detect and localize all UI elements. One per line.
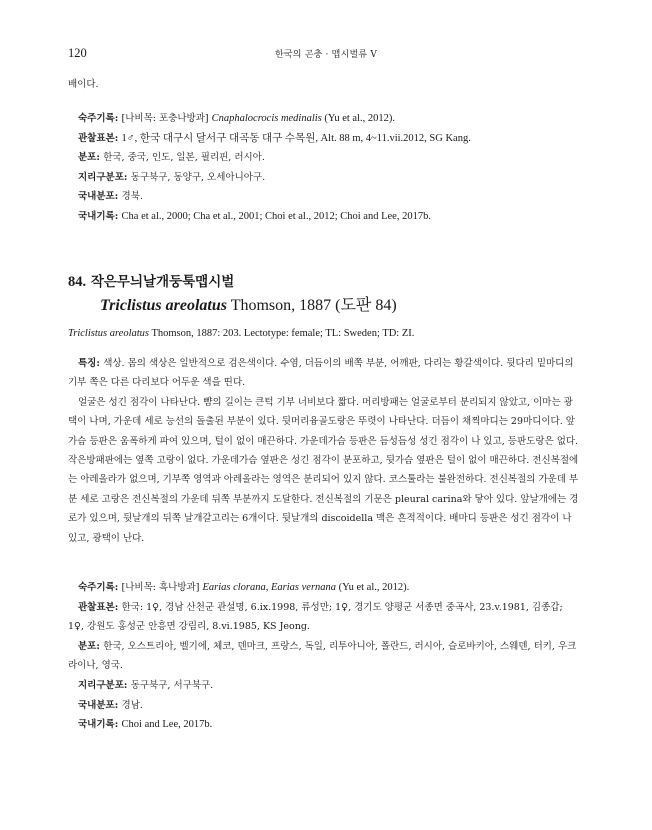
zoogeo-distribution: 지리구분포: 동구북구, 서구북구. [78,679,214,691]
host-record: 숙주기록: [나비목: 흑나방과] Earias clorana, Earias vernana (Yu et al., 2012). [78,582,410,593]
material-examined: 관찰표본: 한국: 1♀, 경남 산천군 관설명, 6.ix.1998, 류성만; 1♀, 경기도 양평군 서종면 중곡사, 23.v.1981, 김종갑; 1♀, 강원도 홍성군 안흥면 강림리, 8.vi.1985, KS Jeong. [68,601,563,633]
domestic-distribution: 국내분포: 경남. [78,699,143,711]
species-scientific-name: Triclistus areolatus Thomson, 1887 (도판 84) [100,297,397,314]
species-korean-name: 작은무늬날개둥툭맵시벌 [90,274,235,290]
page-number: 120 [68,46,87,60]
previous-species-tail [68,75,580,95]
tail-text: 배이다. [68,79,99,90]
description-para-1: 특징: 색상. 몸의 색상은 일반적으로 검은색이다. 수염, 더듬이의 배쪽 부분, 어깨판, 다리는 황갈색이다. 뒷다리 밑마디의 기부 쪽은 다른 다리보다 어두운 색을 띤다. [68,358,574,389]
description [68,354,580,548]
species-korean-title [68,272,580,292]
synonym-line: Triclistus areolatus Thomson, 1887: 203. Lectotype: female; TL: Sweden; TD: ZI. [68,328,415,339]
host-species: Cnaphalocrocis medinalis [211,113,322,124]
distribution-prev: 분포: 한국, 중국, 인도, 일본, 필리핀, 러시아. [78,152,265,164]
host-label: 숙주기록 [78,113,115,124]
species-records [68,578,580,735]
material-prev: 관찰표본: 1♂, 한국 대구시 달서구 대곡동 대구 수목원, Alt. 88 m, 4~11.vii.2012, SG Kang. [78,132,471,144]
zoogeo-prev: 지리구분포: 동구북구, 동양구, 오세아니아구. [78,171,266,183]
host-record-prev: 숙주기록: [나비목: 포충나방과] Cnaphalocrocis medinalis (Yu et al., 2012). [78,113,395,124]
domestic-prev: 국내분포: 경북. [78,191,143,203]
records-prev: 국내기록: Cha et al., 2000; Cha et al., 2001; Choi et al., 2012; Choi and Lee, 2017b. [78,210,431,222]
distribution: 분포: 한국, 오스트리아, 벨기에, 체코, 덴마크, 프랑스, 독일, 리투아니아, 폴란드, 러시아, 슬로바키아, 스웨덴, 터키, 우크라이나, 영국. [68,640,577,672]
previous-species-records [68,109,580,227]
domestic-records: 국내기록: Choi and Lee, 2017b. [78,719,213,731]
description-para-2: 얼굴은 성긴 점각이 나타난다. 뺨의 길이는 큰턱 기부 너비보다 짧다. 머리방패는 얼굴로부터 분리되지 않았고, 이마는 광택이 나며, 가운데 세로 능선의 돌출된 부분이 있다. 뒷머리융골도랑은 뚜렷이 나타난다. 더듬이 채찍마디는 29마디이다. 앞가슴 등판은 움폭하게 파여 있으며, 털이 없이 매끈하다. 가운데가슴 등판은 듬성듬성 성긴 점각이 나 있고, 등판도랑은 없다. 작은방패판에는 옆쪽 고랑이 없다. 가운데가슴 옆판은 성긴 점각이 분포하고, 뒷가슴 옆판은 털이 없이 매끈하다. 전신복절에는 아레올라가 없으며, 기부쪽 영역과 아레올라는 영역은 분리되어 있지 않다. 코스툴라는 불완전하다. 전신복절의 가운데 부분 세로 고랑은 전신복절의 가운데 뒤쪽 부분까지 도달한다. 전신복절의 기문은 pleural carina와 닿아 있다. 앞날개에는 경로가 있으며, 뒷날개의 뒤쪽 날개갈고리는 6개이다. 뒷날개의 discoidella 맥은 흔적적이다. 배마디 등판은 성긴 점각이 나 있고, 광택이 난다. [68,396,579,544]
running-header: 한국의 곤충 · 맵시벌류 V [274,50,378,60]
species-heading [68,272,580,315]
species-number: 84. [68,274,87,290]
